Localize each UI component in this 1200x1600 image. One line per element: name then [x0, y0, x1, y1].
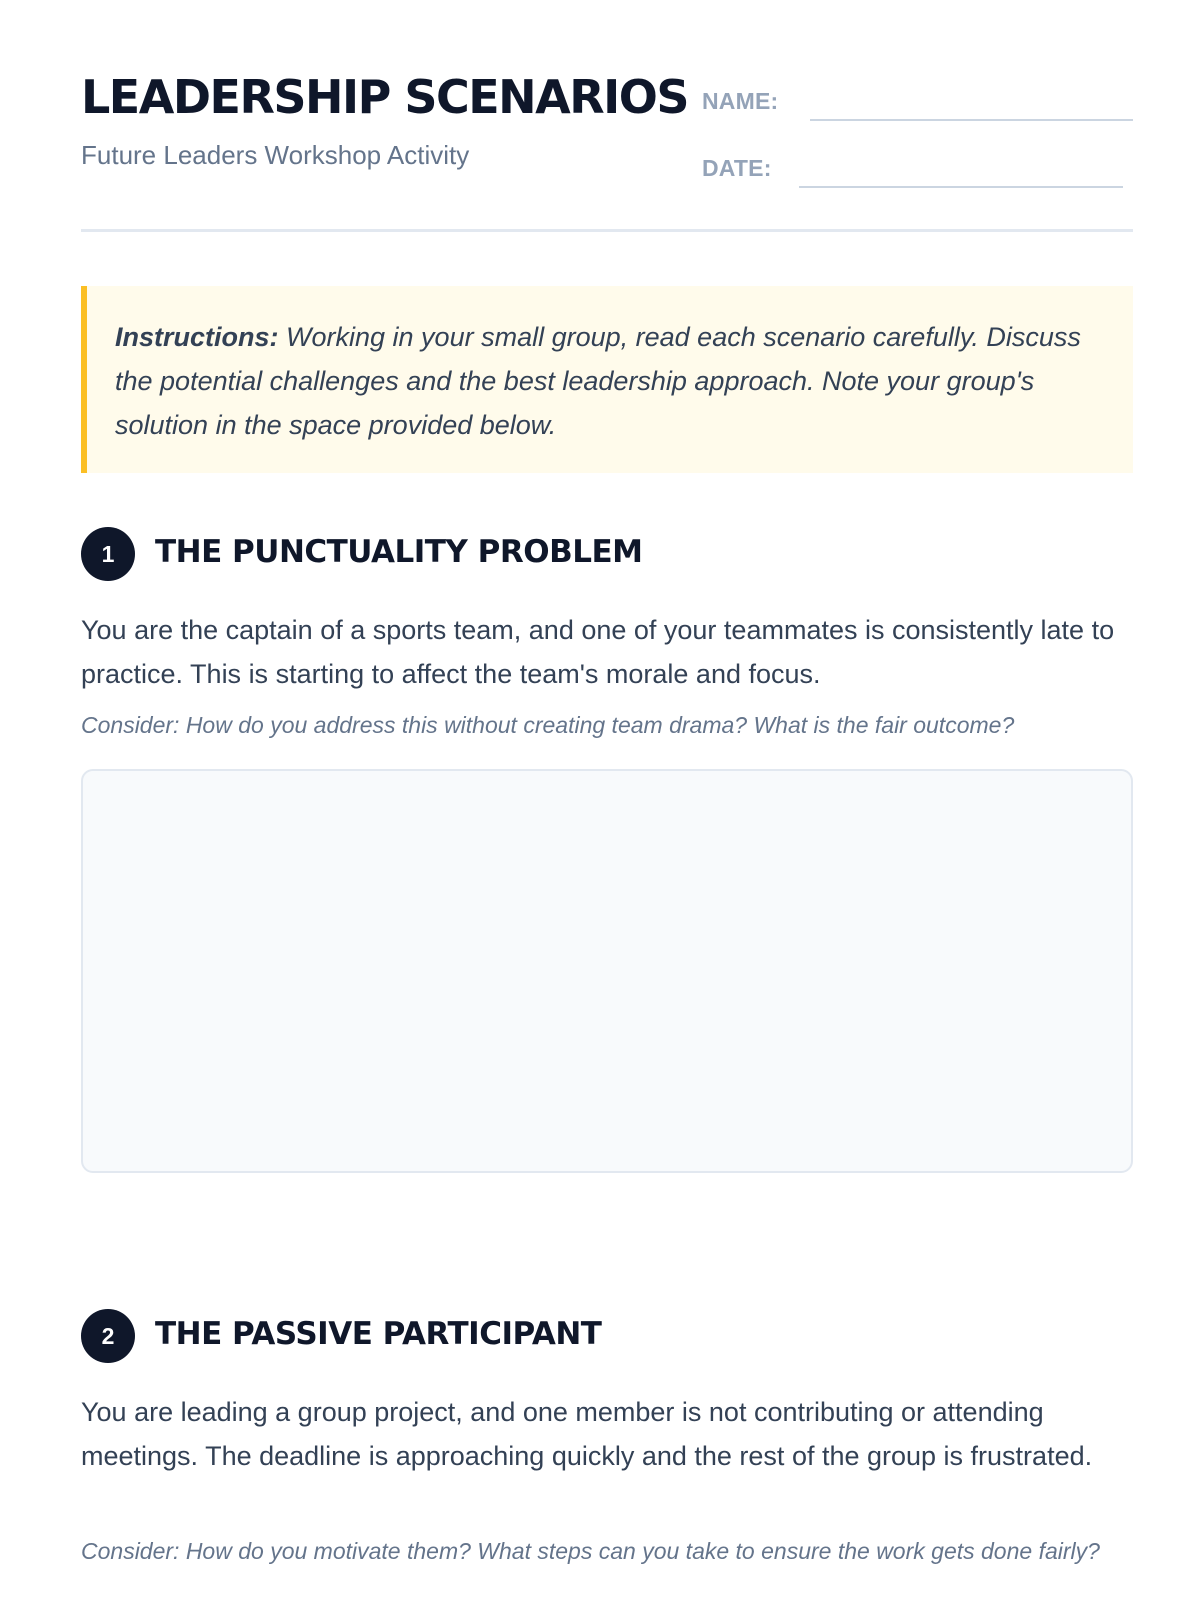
worksheet-page: [81, 0, 1133, 1600]
scenario-answer-box[interactable]: [81, 769, 1133, 1173]
instructions-lead: Instructions:: [115, 322, 279, 352]
scenario-description: You are leading a group project, and one member is not contributing or attending meetings. The deadline is approaching quickly and the rest of the group is frustrated.: [81, 1397, 1093, 1471]
name-field[interactable]: [810, 119, 1133, 121]
instructions-text: Working in your small group, read each scenario carefully. Discuss the potential challenges and the best leadership approach. Note your group's solution in the space provided below.: [115, 322, 1081, 440]
name-label: NAME:: [702, 88, 779, 114]
scenario-number-badge: 2: [81, 1309, 135, 1363]
date-field[interactable]: [799, 186, 1123, 188]
date-label: DATE:: [702, 155, 772, 181]
scenario-consider-prompt: Consider: How do you motivate them? What steps can you take to ensure the work gets done fairly?: [81, 1538, 1100, 1564]
page-subtitle: Future Leaders Workshop Activity: [81, 140, 470, 170]
instructions-box: [81, 286, 1133, 473]
scenario-description: You are the captain of a sports team, and one of your teammates is consistently late to practice. This is starting to affect the team's morale and focus.: [81, 615, 1115, 689]
page-title: LEADERSHIP SCENARIOS: [81, 70, 689, 124]
scenario-number-badge: 1: [81, 527, 135, 581]
header-divider: [81, 229, 1133, 232]
scenario-consider-prompt: Consider: How do you address this without creating team drama? What is the fair outcome?: [81, 712, 1015, 738]
scenario-title: THE PUNCTUALITY PROBLEM: [155, 534, 643, 570]
scenario-title: THE PASSIVE PARTICIPANT: [155, 1316, 602, 1352]
